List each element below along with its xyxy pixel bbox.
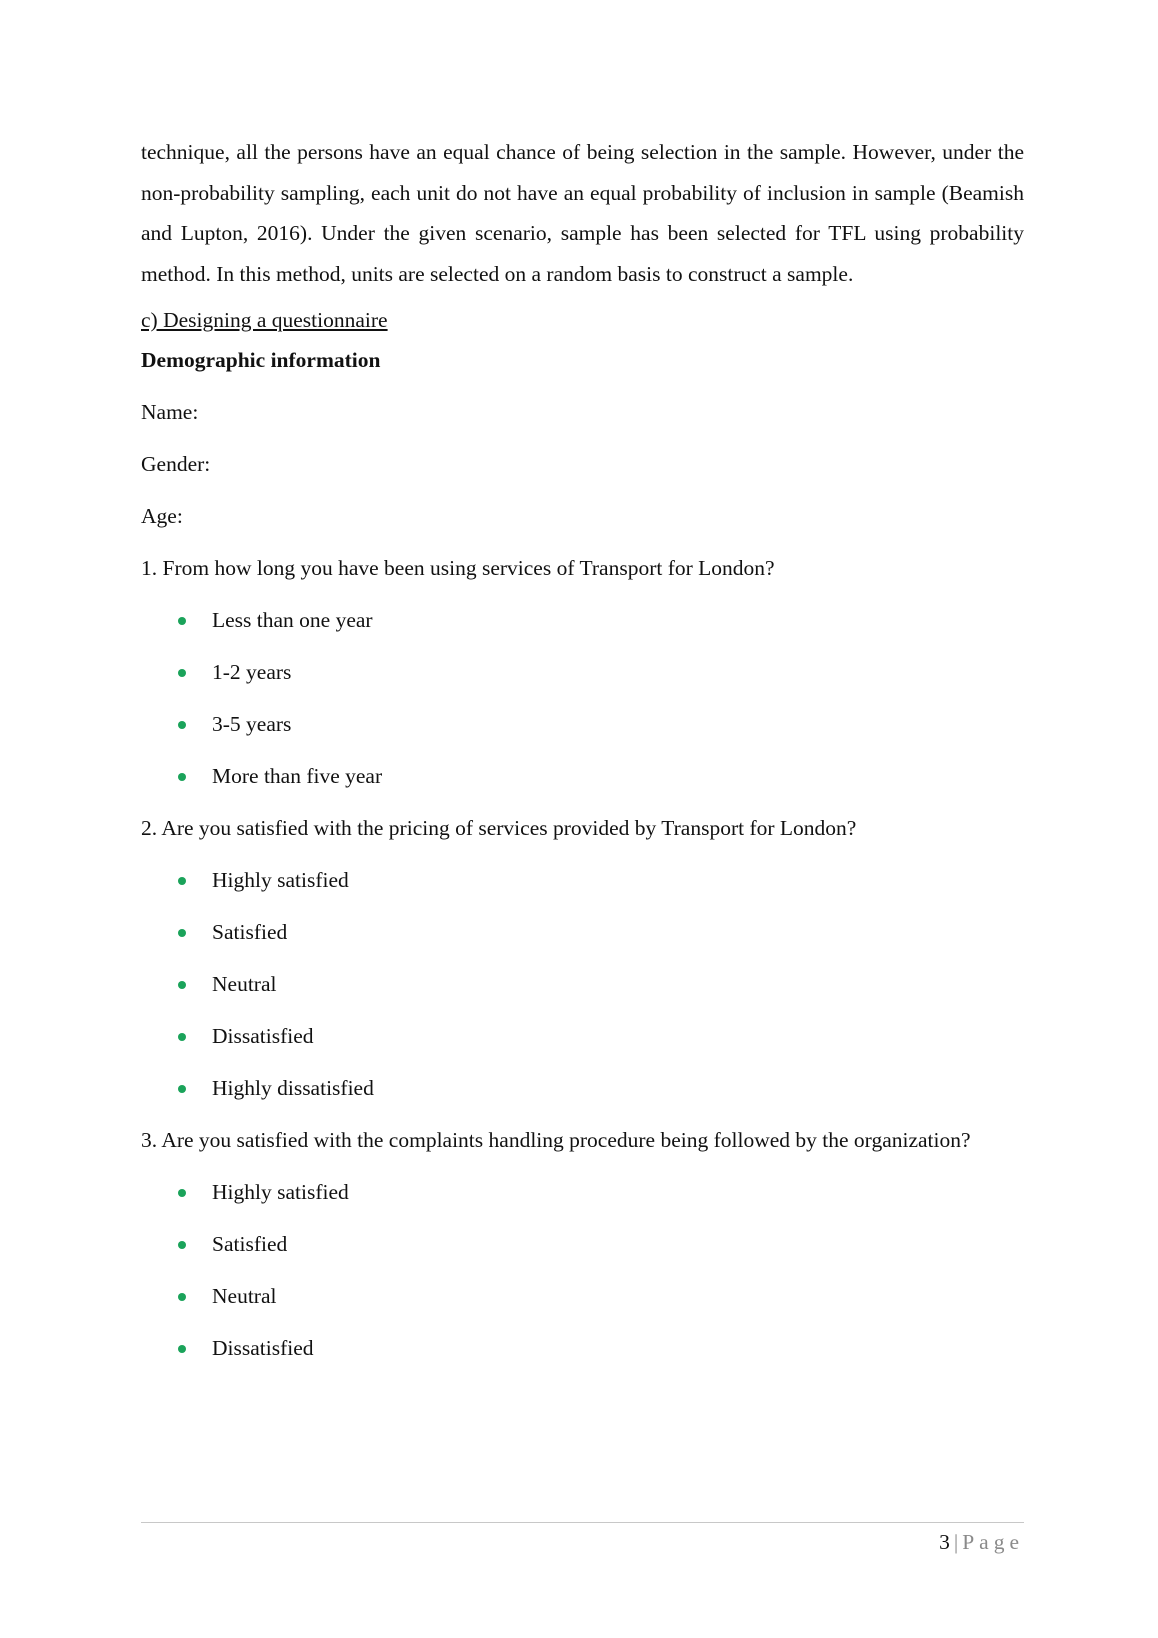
- list-item: [141, 658, 1024, 687]
- page-number: 3: [939, 1530, 950, 1554]
- option-label: Highly dissatisfied: [212, 1076, 374, 1100]
- gender-field-label: Gender:: [141, 452, 211, 476]
- option-label: Highly satisfied: [212, 1179, 349, 1204]
- bullet-icon: [178, 877, 186, 885]
- section-heading: c) Designing a questionnaire: [141, 308, 388, 332]
- bullet-icon: [178, 981, 186, 989]
- list-item: [141, 1074, 1024, 1103]
- bullet-icon: [178, 1085, 186, 1093]
- question-2-options: [141, 866, 1024, 1103]
- bullet-icon: [178, 721, 186, 729]
- demographic-title: Demographic information: [141, 348, 381, 372]
- list-item: [141, 1282, 1024, 1311]
- list-item: [141, 970, 1024, 999]
- option-label: Dissatisfied: [212, 1335, 314, 1360]
- option-label: Satisfied: [212, 1231, 288, 1256]
- option-label: Neutral: [212, 1283, 277, 1308]
- option-label: Dissatisfied: [212, 1024, 314, 1048]
- list-item: [141, 1178, 1024, 1207]
- list-item: [141, 606, 1024, 635]
- bullet-icon: [178, 1189, 186, 1197]
- footer-divider: [141, 1522, 1024, 1523]
- option-label: Less than one year: [212, 608, 373, 632]
- name-field-label: Name:: [141, 400, 199, 424]
- footer-separator: |: [953, 1530, 959, 1554]
- list-item: [141, 1230, 1024, 1259]
- list-item: [141, 710, 1024, 739]
- option-label: 3-5 years: [212, 712, 292, 736]
- option-label: Highly satisfied: [212, 868, 349, 892]
- list-item: [141, 1334, 1024, 1363]
- bullet-icon: [178, 773, 186, 781]
- question-1-options: [141, 606, 1024, 791]
- list-item: [141, 762, 1024, 791]
- list-item: [141, 866, 1024, 895]
- option-label: More than five year: [212, 764, 383, 788]
- page-label: Page: [962, 1530, 1024, 1554]
- age-field-label: Age:: [141, 504, 183, 528]
- bullet-icon: [178, 1241, 186, 1249]
- document-page: [141, 132, 1024, 1363]
- option-label: 1-2 years: [212, 660, 292, 684]
- bullet-icon: [178, 1345, 186, 1353]
- question-1: 1. From how long you have been using services of Transport for London?: [141, 556, 775, 580]
- question-3-options: [141, 1178, 1024, 1363]
- intro-paragraph: technique, all the persons have an equal chance of being selection in the sample. However, under the non-probability sampling, each unit do not have an equal probability of inclusion in sample (Beamish and Lupton, 2016). Under the given scenario, sample has been selected for TFL using probability method. In this method, units are selected on a random basis to construct a sample.: [141, 140, 1024, 286]
- bullet-icon: [178, 669, 186, 677]
- list-item: [141, 1022, 1024, 1051]
- bullet-icon: [178, 929, 186, 937]
- option-label: Neutral: [212, 972, 277, 996]
- question-2: 2. Are you satisfied with the pricing of services provided by Transport for London?: [141, 816, 857, 840]
- bullet-icon: [178, 617, 186, 625]
- page-footer: [939, 1528, 1024, 1557]
- bullet-icon: [178, 1293, 186, 1301]
- list-item: [141, 918, 1024, 947]
- question-3: 3. Are you satisfied with the complaints handling procedure being followed by the organization?: [141, 1128, 971, 1152]
- bullet-icon: [178, 1033, 186, 1041]
- option-label: Satisfied: [212, 920, 288, 944]
